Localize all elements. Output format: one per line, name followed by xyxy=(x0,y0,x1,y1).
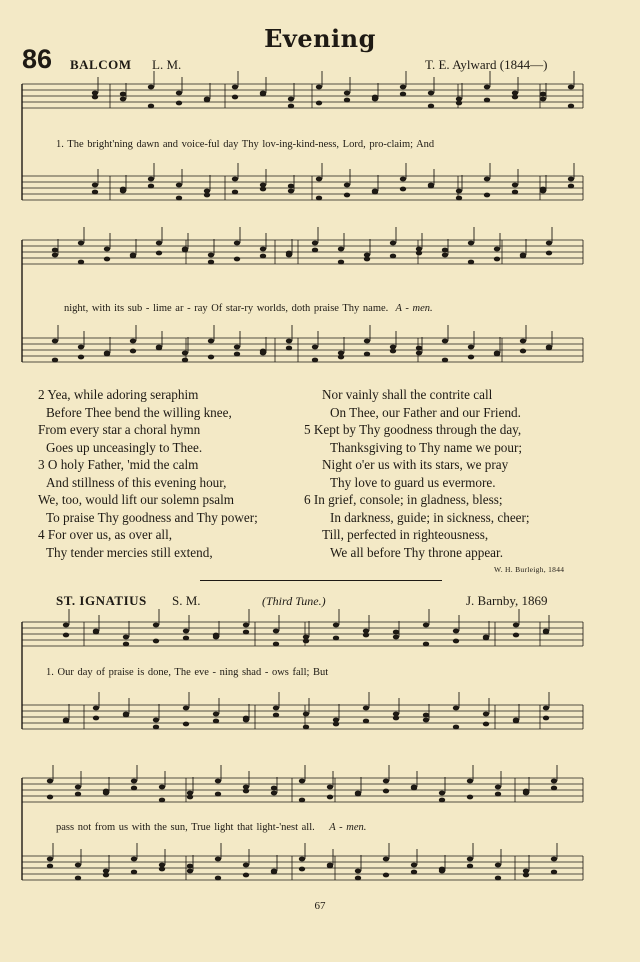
note-head xyxy=(234,241,240,246)
note-head xyxy=(208,355,214,360)
lyrics-line-1: 1. Our day of praise is done, The eve - ning shad - ows fall; But xyxy=(46,667,329,678)
note-head xyxy=(393,630,399,635)
note-head xyxy=(364,352,370,357)
note-head xyxy=(63,719,69,724)
note-head xyxy=(260,254,266,259)
note-head xyxy=(483,712,489,717)
note-head xyxy=(130,349,136,354)
note-head xyxy=(364,257,370,262)
note-head xyxy=(273,642,279,647)
note-head xyxy=(131,870,137,875)
amen-text: A - men. xyxy=(329,822,367,833)
stanza-line: Before Thee bend the willing knee, xyxy=(46,404,232,420)
hymn-number: 86 xyxy=(22,44,53,74)
note-head xyxy=(232,177,238,182)
note-head xyxy=(363,633,369,638)
note-head xyxy=(120,92,126,97)
note-head xyxy=(260,92,266,97)
page-title: Evening xyxy=(264,24,376,53)
note-head xyxy=(52,358,58,363)
note-head xyxy=(260,247,266,252)
note-head xyxy=(355,869,361,874)
note-head xyxy=(467,857,473,862)
note-head xyxy=(187,864,193,869)
note-head xyxy=(523,789,529,794)
note-head xyxy=(243,716,249,721)
note-head xyxy=(416,251,422,256)
note-head xyxy=(187,869,193,874)
note-head xyxy=(243,873,249,878)
note-head xyxy=(130,254,136,259)
note-head xyxy=(153,623,159,628)
note-head xyxy=(453,639,459,644)
note-head xyxy=(355,876,361,881)
note-head xyxy=(372,95,378,100)
note-head xyxy=(215,876,221,881)
note-head xyxy=(423,623,429,628)
tune-name: BALCOM xyxy=(70,57,132,72)
note-head xyxy=(159,798,165,803)
note-head xyxy=(316,196,322,201)
note-head xyxy=(423,713,429,718)
note-head xyxy=(153,725,159,730)
note-head xyxy=(215,792,221,797)
lyrics-line-2 xyxy=(64,303,433,314)
note-head xyxy=(234,352,240,357)
meter: S. M. xyxy=(172,593,201,608)
note-head xyxy=(512,190,518,195)
note-head xyxy=(78,260,84,265)
note-head xyxy=(546,346,552,351)
note-head xyxy=(104,352,110,357)
note-head xyxy=(442,358,448,363)
stanza-line: Thy love to guard us evermore. xyxy=(330,474,496,490)
note-head xyxy=(520,339,526,344)
note-head xyxy=(176,183,182,188)
note-head xyxy=(423,642,429,647)
note-head xyxy=(312,248,318,253)
lyrics-text: pass not from us with the sun, True light that light-'nest all. xyxy=(56,822,315,833)
note-head xyxy=(273,706,279,711)
note-head xyxy=(299,867,305,872)
note-head xyxy=(512,183,518,188)
note-head xyxy=(183,629,189,634)
note-head xyxy=(148,85,154,90)
note-head xyxy=(243,630,249,635)
note-head xyxy=(543,630,549,635)
note-head xyxy=(540,97,546,102)
note-head xyxy=(494,257,500,262)
stanza-line: 5 Kept by Thy goodness through the day, xyxy=(304,422,522,437)
note-head xyxy=(271,870,277,875)
lyrics-line-2 xyxy=(56,822,366,833)
note-head xyxy=(78,345,84,350)
note-head xyxy=(286,346,292,351)
note-head xyxy=(159,867,165,872)
note-head xyxy=(182,358,188,363)
note-head xyxy=(546,251,552,256)
note-head xyxy=(63,633,69,638)
note-head xyxy=(456,101,462,106)
note-head xyxy=(568,85,574,90)
note-head xyxy=(103,873,109,878)
stanza-line: Till, perfected in righteousness, xyxy=(322,527,489,542)
note-head xyxy=(243,863,249,868)
note-head xyxy=(176,196,182,201)
note-head xyxy=(400,85,406,90)
note-head xyxy=(543,716,549,721)
note-head xyxy=(47,795,53,800)
note-head xyxy=(303,712,309,717)
note-head xyxy=(260,187,266,192)
note-head xyxy=(383,873,389,878)
note-head xyxy=(467,795,473,800)
note-head xyxy=(344,183,350,188)
note-head xyxy=(148,177,154,182)
note-head xyxy=(546,241,552,246)
note-head xyxy=(428,91,434,96)
note-head xyxy=(156,241,162,246)
note-head xyxy=(355,792,361,797)
composer: T. E. Aylward (1844—) xyxy=(425,57,548,72)
note-head xyxy=(484,85,490,90)
note-head xyxy=(316,101,322,106)
stanza-line: In darkness, guide; in sickness, cheer; xyxy=(330,509,530,525)
stanza-line: 2 Yea, while adoring seraphim xyxy=(38,387,199,402)
note-head xyxy=(551,779,557,784)
note-head xyxy=(468,345,474,350)
note-head xyxy=(299,857,305,862)
note-head xyxy=(92,95,98,100)
note-head xyxy=(156,346,162,351)
note-head xyxy=(232,95,238,100)
note-head xyxy=(104,257,110,262)
note-head xyxy=(333,636,339,641)
note-head xyxy=(103,789,109,794)
note-head xyxy=(483,722,489,727)
note-head xyxy=(120,187,126,192)
note-head xyxy=(75,863,81,868)
stanza-line: On Thee, our Father and our Friend. xyxy=(330,404,521,420)
note-head xyxy=(176,101,182,106)
note-head xyxy=(131,857,137,862)
note-head xyxy=(551,870,557,875)
note-head xyxy=(364,339,370,344)
meter: L. M. xyxy=(152,57,182,72)
note-head xyxy=(286,339,292,344)
note-head xyxy=(183,706,189,711)
note-head xyxy=(495,876,501,881)
note-head xyxy=(299,798,305,803)
note-head xyxy=(316,85,322,90)
note-head xyxy=(468,260,474,265)
note-head xyxy=(416,351,422,356)
note-head xyxy=(483,636,489,641)
note-head xyxy=(456,196,462,201)
stanza-line: Goes up unceasingly to Thee. xyxy=(46,439,203,455)
note-head xyxy=(338,355,344,360)
note-head xyxy=(243,623,249,628)
note-head xyxy=(75,792,81,797)
note-head xyxy=(428,104,434,109)
stanza-line: Nor vainly shall the contrite call xyxy=(322,387,493,402)
stanza-line: To praise Thy goodness and Thy power; xyxy=(46,509,258,525)
note-head xyxy=(303,639,309,644)
note-head xyxy=(120,97,126,102)
note-head xyxy=(182,248,188,253)
note-head xyxy=(92,190,98,195)
stanzas-right xyxy=(304,386,530,561)
amen-text: A - men. xyxy=(395,303,433,314)
note-head xyxy=(183,636,189,641)
note-head xyxy=(47,779,53,784)
note-head xyxy=(494,247,500,252)
note-head xyxy=(393,635,399,640)
note-head xyxy=(47,864,53,869)
note-head xyxy=(363,719,369,724)
note-head xyxy=(260,349,266,354)
note-head xyxy=(78,241,84,246)
note-head xyxy=(213,633,219,638)
stanza-line: Night o'er us with its stars, we pray xyxy=(322,457,509,472)
note-head xyxy=(327,785,333,790)
note-head xyxy=(204,98,210,103)
stanzas-left xyxy=(20,386,258,561)
note-head xyxy=(215,779,221,784)
note-head xyxy=(312,241,318,246)
note-head xyxy=(299,779,305,784)
note-head xyxy=(383,789,389,794)
stanza-line: 4 For over us, as over all, xyxy=(38,527,173,542)
note-head xyxy=(148,104,154,109)
text-credit: W. H. Burleigh, 1844 xyxy=(494,565,565,574)
note-head xyxy=(390,254,396,259)
note-head xyxy=(344,98,350,103)
note-head xyxy=(551,786,557,791)
note-head xyxy=(439,791,445,796)
note-head xyxy=(495,785,501,790)
note-head xyxy=(523,873,529,878)
note-head xyxy=(104,247,110,252)
note-head xyxy=(78,355,84,360)
note-head xyxy=(234,257,240,262)
note-head xyxy=(123,642,129,647)
note-head xyxy=(93,706,99,711)
note-head xyxy=(442,253,448,258)
note-head xyxy=(390,241,396,246)
note-head xyxy=(232,190,238,195)
note-head xyxy=(303,725,309,730)
note-head xyxy=(495,792,501,797)
note-head xyxy=(131,779,137,784)
note-head xyxy=(442,248,448,253)
note-head xyxy=(439,798,445,803)
note-head xyxy=(187,795,193,800)
note-head xyxy=(47,857,53,862)
note-head xyxy=(208,260,214,265)
stanza-line: 3 O holy Father, 'mid the calm xyxy=(38,457,199,472)
note-head xyxy=(400,177,406,182)
note-head xyxy=(333,722,339,727)
note-head xyxy=(288,184,294,189)
note-head xyxy=(512,95,518,100)
note-head xyxy=(513,719,519,724)
note-head xyxy=(383,857,389,862)
stanza-line: And stillness of this evening hour, xyxy=(46,474,227,490)
note-head xyxy=(52,253,58,258)
note-head xyxy=(131,786,137,791)
note-head xyxy=(288,104,294,109)
note-head xyxy=(52,339,58,344)
note-head xyxy=(453,725,459,730)
note-head xyxy=(495,863,501,868)
note-head xyxy=(215,857,221,862)
note-head xyxy=(312,345,318,350)
stanza-line: Thy tender mercies still extend, xyxy=(46,544,213,560)
note-head xyxy=(123,635,129,640)
note-head xyxy=(288,97,294,102)
note-head xyxy=(271,786,277,791)
note-head xyxy=(439,867,445,872)
note-head xyxy=(393,716,399,721)
note-head xyxy=(468,241,474,246)
note-head xyxy=(416,346,422,351)
note-head xyxy=(456,189,462,194)
note-head xyxy=(411,870,417,875)
note-head xyxy=(363,706,369,711)
note-head xyxy=(338,260,344,265)
note-head xyxy=(153,639,159,644)
note-head xyxy=(234,345,240,350)
note-head xyxy=(213,719,219,724)
note-head xyxy=(204,193,210,198)
page-number: 67 xyxy=(314,900,326,912)
note-head xyxy=(208,253,214,258)
note-head xyxy=(273,629,279,634)
note-head xyxy=(312,358,318,363)
stanza-line: We all before Thy throne appear. xyxy=(330,544,503,560)
note-head xyxy=(520,254,526,259)
note-head xyxy=(551,857,557,862)
note-head xyxy=(372,190,378,195)
note-head xyxy=(333,623,339,628)
note-head xyxy=(568,104,574,109)
note-head xyxy=(540,187,546,192)
note-head xyxy=(176,91,182,96)
note-head xyxy=(327,795,333,800)
note-head xyxy=(327,864,333,869)
note-head xyxy=(411,786,417,791)
note-head xyxy=(273,713,279,718)
note-head xyxy=(288,189,294,194)
note-head xyxy=(75,876,81,881)
note-head xyxy=(286,251,292,256)
note-head xyxy=(183,722,189,727)
stanza-line: Thanksgiving to Thy name we pour; xyxy=(330,439,523,455)
note-head xyxy=(484,193,490,198)
note-head xyxy=(467,864,473,869)
note-head xyxy=(243,789,249,794)
note-head xyxy=(428,184,434,189)
note-head xyxy=(411,863,417,868)
lyrics-text: night, with its sub - lime ar - ray Of star-ry worlds, doth praise Thy name. xyxy=(64,303,389,314)
note-head xyxy=(156,251,162,256)
note-head xyxy=(148,184,154,189)
note-head xyxy=(383,779,389,784)
note-head xyxy=(484,177,490,182)
note-head xyxy=(52,248,58,253)
lyrics-line-1: 1. The bright'ning dawn and voice-ful day Thy lov-ing-kind-ness, Lord, pro-claim; And xyxy=(56,139,435,150)
note-head xyxy=(400,92,406,97)
note-head xyxy=(467,779,473,784)
note-head xyxy=(468,355,474,360)
note-head xyxy=(92,183,98,188)
section-divider xyxy=(200,580,442,581)
note-head xyxy=(494,352,500,357)
stanza-line: From every star a choral hymn xyxy=(38,422,201,437)
note-head xyxy=(159,785,165,790)
stanza-line: 6 In grief, console; in gladness, bless; xyxy=(304,492,503,507)
tune-name: ST. IGNATIUS xyxy=(56,593,147,608)
note-head xyxy=(453,706,459,711)
note-head xyxy=(423,718,429,723)
note-head xyxy=(520,349,526,354)
note-head xyxy=(344,91,350,96)
note-head xyxy=(208,339,214,344)
note-head xyxy=(123,713,129,718)
note-head xyxy=(568,184,574,189)
note-head xyxy=(338,247,344,252)
note-head xyxy=(153,718,159,723)
note-head xyxy=(344,193,350,198)
composer: J. Barnby, 1869 xyxy=(466,593,548,608)
note-head xyxy=(442,339,448,344)
note-head xyxy=(543,706,549,711)
note-head xyxy=(213,712,219,717)
note-head xyxy=(93,630,99,635)
note-head xyxy=(484,98,490,103)
note-head xyxy=(390,349,396,354)
stanza-line: We, too, would lift our solemn psalm xyxy=(38,492,234,507)
note-head xyxy=(130,339,136,344)
note-head xyxy=(400,187,406,192)
tune-note: (Third Tune.) xyxy=(262,594,326,608)
note-head xyxy=(93,716,99,721)
note-head xyxy=(513,623,519,628)
note-head xyxy=(453,629,459,634)
note-head xyxy=(75,785,81,790)
note-head xyxy=(568,177,574,182)
note-head xyxy=(271,791,277,796)
note-head xyxy=(182,351,188,356)
note-head xyxy=(316,177,322,182)
note-head xyxy=(63,623,69,628)
note-head xyxy=(540,92,546,97)
note-head xyxy=(232,85,238,90)
note-head xyxy=(513,633,519,638)
